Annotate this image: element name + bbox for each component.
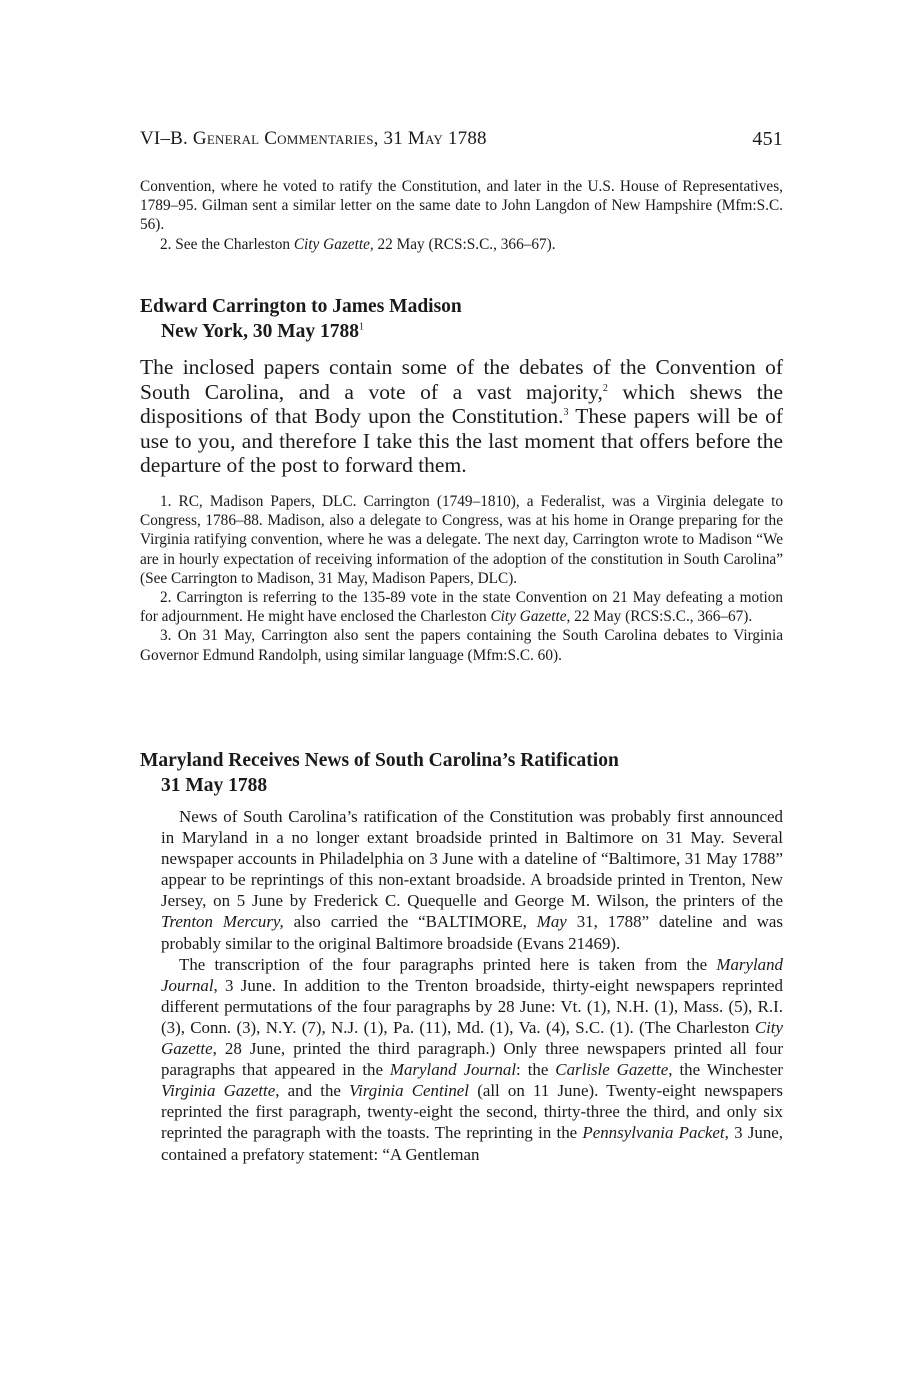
letter-paragraph bbox=[140, 355, 783, 478]
editorial-intro bbox=[161, 806, 783, 1165]
note-text: , 22 May (RCS:S.C., 366–67). bbox=[566, 608, 753, 626]
note-text: , 22 May (RCS:S.C., 366–67). bbox=[369, 235, 556, 253]
running-head bbox=[140, 128, 783, 158]
intro-text: The transcription of the four paragraphs printed here is taken from the bbox=[179, 954, 717, 974]
intro-italic: Maryland Journal bbox=[389, 1060, 517, 1080]
note-3: 3. On 31 May, Carrington also sent the papers containing the South Carolina debates to Virginia Governor Edmund Randolph, using similar language (Mfm:S.C. 60). bbox=[140, 627, 783, 664]
section-heading: Maryland Receives News of South Carolina’s Ratification bbox=[140, 750, 619, 771]
letter-text: These papers will be of use to you, and therefore I take this the last moment that offers before the departure of the post to forward them. bbox=[140, 404, 783, 478]
carryover-note-1: Convention, where he voted to ratify the Constitution, and later in the U.S. House of Representatives, 1789–95. Gilman sent a similar letter on the same date to John Langdon of New Hampshire (Mfm:S.C. 56). bbox=[140, 178, 783, 234]
intro-text: , 3 June, contained a prefatory statement: “A Gentleman bbox=[161, 1123, 783, 1164]
note-text: 2. Carrington is referring to the 135-89 vote in the state Convention on 21 May defeating a motion for adjournment. He might have enclosed the Charleston bbox=[140, 589, 783, 626]
note-2 bbox=[140, 588, 783, 626]
intro-italic: May bbox=[536, 912, 567, 932]
rh-month: May bbox=[407, 128, 443, 149]
intro-paragraph-1 bbox=[161, 806, 783, 954]
rh-title-sc: General Commentaries bbox=[192, 128, 374, 149]
intro-italic: Pennsylvania Packet bbox=[582, 1123, 725, 1143]
letter-notes bbox=[140, 492, 783, 665]
intro-text: also carried the “BALTIMORE, bbox=[283, 912, 537, 932]
footnote-ref: 2 bbox=[602, 382, 608, 394]
note-text: 2. See the Charleston bbox=[160, 235, 294, 253]
intro-paragraph-2 bbox=[161, 954, 783, 1165]
intro-italic: Virginia Centinel bbox=[349, 1081, 469, 1101]
rh-prefix: VI–B. bbox=[140, 128, 193, 149]
section-subheading bbox=[140, 319, 783, 344]
rh-date: , 31 bbox=[373, 128, 408, 149]
intro-text: , the Winchester bbox=[668, 1060, 783, 1080]
letter-text: which shews the dispositions of that Body upon the Constitution. bbox=[140, 379, 783, 429]
subheading-text: New York, 30 May 1788 bbox=[161, 321, 360, 342]
section-subheading: 31 May 1788 bbox=[161, 775, 268, 796]
note-italic: City Gazette bbox=[293, 235, 370, 253]
intro-text: News of South Carolina’s ratification of the Constitution was probably first announced in Maryland in a no longer extant broadside printed in Baltimore on 31 May. Several newspaper accounts in Philadelphia on 3 June with a dateline of “Baltimore, 31 May 1788” appear to be reprintings of this non-extant broadside. A broadside printed in Trenton, New Jersey, on 5 June by Frederick C. Quequelle and George M. Wilson, the printers of the bbox=[161, 807, 783, 911]
intro-text: 31, 1788” dateline and was probably similar to the original Baltimore broadside (Evans 21469). bbox=[161, 912, 783, 953]
section-heading: Edward Carrington to James Madison bbox=[140, 296, 462, 317]
note-1: 1. RC, Madison Papers, DLC. Carrington (1749–1810), a Federalist, was a Virginia delegate to Congress, 1786–88. Madison, also a delegate to Congress, was at his home in Orange preparing for the Virginia ratifying convention, where he was a delegate. The next day, Carrington wrote to Madison “We are in hourly expectation of receiving information of the adoption of the constitution in South Carolina” (See Carrington to Madison, 31 May, Madison Papers, DLC). bbox=[140, 493, 783, 587]
section-carrington bbox=[140, 294, 783, 344]
intro-text: , 28 June, printed the third paragraph.) Only three newspapers printed all four paragraphs that appeared in the bbox=[161, 1039, 783, 1080]
page-number: 451 bbox=[752, 128, 783, 150]
intro-text: , and the bbox=[275, 1081, 350, 1101]
intro-italic: Carlisle Gazette bbox=[555, 1060, 669, 1080]
section-maryland bbox=[140, 748, 783, 798]
intro-text: (all on 11 June). Twenty-eight newspapers reprinted the first paragraph, twenty-eight the second, thirty-three the third, and only six reprinted the paragraph with the toasts. The reprinting in the bbox=[161, 1081, 784, 1143]
running-head-title bbox=[140, 128, 487, 150]
footnote-ref: 3 bbox=[563, 407, 569, 419]
letter-text: The inclosed papers contain some of the debates of the Convention of South Carolina, and a vote of a vast majority, bbox=[140, 355, 783, 404]
note-italic: City Gazette bbox=[490, 608, 567, 626]
carryover-notes bbox=[140, 177, 783, 254]
intro-italic: Trenton Mercury, bbox=[161, 912, 284, 932]
intro-italic: City Gazette bbox=[161, 1017, 783, 1059]
intro-italic: Virginia Gazette bbox=[161, 1081, 276, 1101]
carryover-note-2 bbox=[140, 235, 783, 254]
intro-text: , 3 June. In addition to the Trenton broadside, thirty-eight newspapers reprinted different permutations of the four paragraphs by 28 June: Vt. (1), N.H. (1), Mass. (5), R.I. (3), Conn. (3), N.Y. (7), N.J. (1), Pa. (11), Md. (1), Va. (4), S.C. (1). (The Charleston bbox=[161, 975, 783, 1037]
letter-body bbox=[140, 355, 783, 478]
intro-text: : the bbox=[516, 1060, 556, 1080]
intro-italic: Maryland Journal bbox=[161, 954, 783, 995]
rh-year: 1788 bbox=[442, 128, 487, 149]
footnote-ref: 1 bbox=[359, 321, 365, 333]
